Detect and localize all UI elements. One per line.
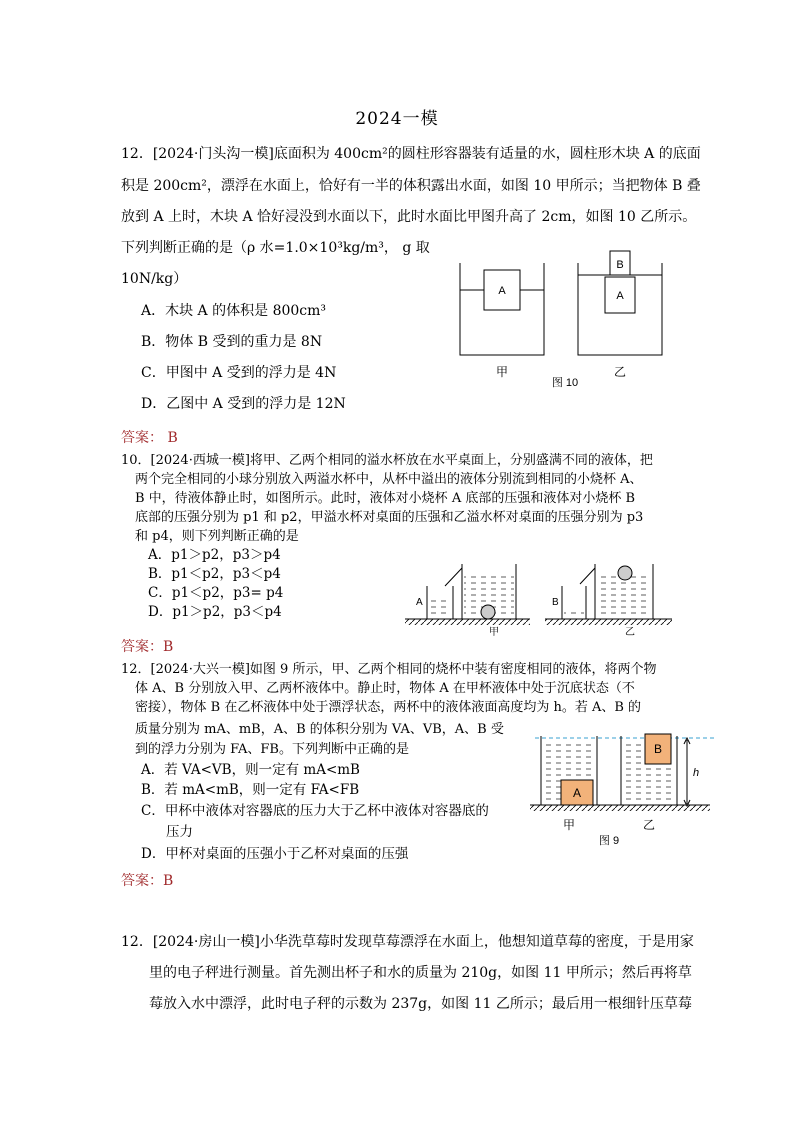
q2-line-3: B 中，待液体静止时，如图所示。此时，液体对小烧杯 A 底部的压强和液体对小烧杯 B — [135, 491, 636, 506]
q3-line-1: 12．[2024·大兴一模]如图 9 所示，甲、乙两个相同的烧杯中装有密度相同的液体，将两个物 — [121, 662, 657, 677]
q1-option-b: B．物体 B 受到的重力是 8N — [141, 334, 323, 350]
label-b: B — [552, 597, 559, 608]
q2-option-d: D．p1＞p2，p3＜p4 — [148, 604, 282, 620]
q2-line-5: 和 p4，则下列判断正确的是 — [135, 529, 299, 544]
label-jia: 甲 — [489, 627, 499, 638]
q1-option-c: C．甲图中 A 受到的浮力是 4N — [141, 365, 337, 381]
q1-figure — [440, 245, 700, 390]
q3-option-d: D．甲杯对桌面的压强小于乙杯对桌面的压强 — [141, 846, 409, 862]
label-a-jia: A — [498, 285, 506, 297]
q1-answer: 答案： B — [121, 430, 178, 446]
q1-option-d: D．乙图中 A 受到的浮力是 12N — [141, 396, 346, 412]
label-jia: 甲 — [495, 365, 509, 379]
ball-yi — [618, 566, 632, 580]
figure-9-caption: 图 9 — [598, 835, 620, 847]
q1-option-a: A．木块 A 的体积是 800cm³ — [141, 303, 327, 319]
q3-option-a: A．若 VA<VB，则一定有 mA<mB — [141, 762, 360, 778]
q2-line-4: 底部的压强分别为 p1 和 p2，甲溢水杯对桌面的压强和乙溢水杯对桌面的压强分别为 p3 — [135, 510, 644, 525]
q1-line-3: 放到 A 上时，木块 A 恰好浸没到水面以下，此时水面比甲图升高了 2cm，如图 10 乙所示。 — [121, 209, 697, 225]
q1-line-2: 积是 200cm²，漂浮在水面上，恰好有一半的体积露出水面，如图 10 甲所示；当把物体 B 叠 — [121, 178, 701, 194]
label-jia: 甲 — [562, 818, 576, 832]
q3-figure — [525, 730, 715, 850]
label-a: A — [572, 786, 582, 800]
q2-line-2: 两个完全相同的小球分别放入两溢水杯中，从杯中溢出的液体分别流到相同的小烧杯 A、 — [135, 472, 643, 487]
q3-line-2: 体 A、B 分别放入甲、乙两杯液体中。静止时，物体 A 在甲杯液体中处于沉底状态（不 — [135, 681, 635, 696]
label-h: h — [693, 767, 700, 779]
q1-line-4: 下列判断正确的是（ρ 水=1.0×10³kg/m³， g 取 — [121, 240, 430, 256]
q4-line-1: 12．[2024·房山一模]小华洗草莓时发现草莓漂浮在水面上，他想知道草莓的密度，于是用家 — [121, 934, 694, 950]
q2-option-c: C．p1＜p2，p3= p4 — [148, 585, 284, 601]
q4-line-3: 莓放入水中漂浮，此时电子秤的示数为 237g，如图 11 乙所示；最后用一根细针压草莓 — [149, 996, 692, 1012]
figure-10-caption: 图 10 — [551, 377, 579, 389]
q2-answer: 答案：B — [121, 639, 174, 655]
label-b: B — [616, 259, 624, 271]
q3-line-3: 密接），物体 B 在乙杯液体中处于漂浮状态，两杯中的液体液面高度均为 h。若 A、B 的 — [135, 700, 642, 715]
q2-line-1: 10．[2024·西城一模]将甲、乙两个相同的溢水杯放在水平桌面上，分别盛满不同的液体，把 — [121, 453, 653, 468]
q3-line-4: 质量分别为 mA、mB，A、B 的体积分别为 VA、VB，A、B 受 — [135, 722, 504, 737]
q2-option-a: A．p1＞p2，p3＞p4 — [148, 547, 281, 563]
ball-jia — [481, 605, 495, 619]
q3-option-c: C．甲杯中液体对容器底的压力大于乙杯中液体对容器底的 — [141, 803, 489, 819]
label-a: A — [416, 597, 423, 608]
page-title: 2024一模 — [355, 109, 439, 129]
label-yi: 乙 — [625, 627, 635, 638]
label-yi: 乙 — [642, 818, 656, 832]
q3-option-c-cont: 压力 — [166, 824, 193, 840]
q4-line-2: 里的电子秤进行测量。首先测出杯子和水的质量为 210g，如图 11 甲所示；然后再将草 — [149, 965, 692, 981]
label-yi: 乙 — [613, 365, 627, 379]
q1-line-5: 10N/kg） — [121, 271, 188, 287]
q3-option-b: B．若 mA<mB，则一定有 FA<FB — [141, 782, 360, 798]
label-b: B — [653, 742, 663, 756]
q3-line-5: 到的浮力分别为 FA、FB。下列判断中正确的是 — [135, 742, 409, 757]
q3-answer: 答案：B — [121, 873, 174, 889]
q2-figure — [400, 556, 675, 641]
label-a-yi: A — [616, 290, 624, 302]
q1-line-1: 12．[2024·门头沟一模]底面积为 400cm²的圆柱形容器装有适量的水，圆柱形木块 A 的底面 — [121, 146, 701, 162]
q2-option-b: B．p1＜p2，p3＜p4 — [148, 566, 281, 582]
